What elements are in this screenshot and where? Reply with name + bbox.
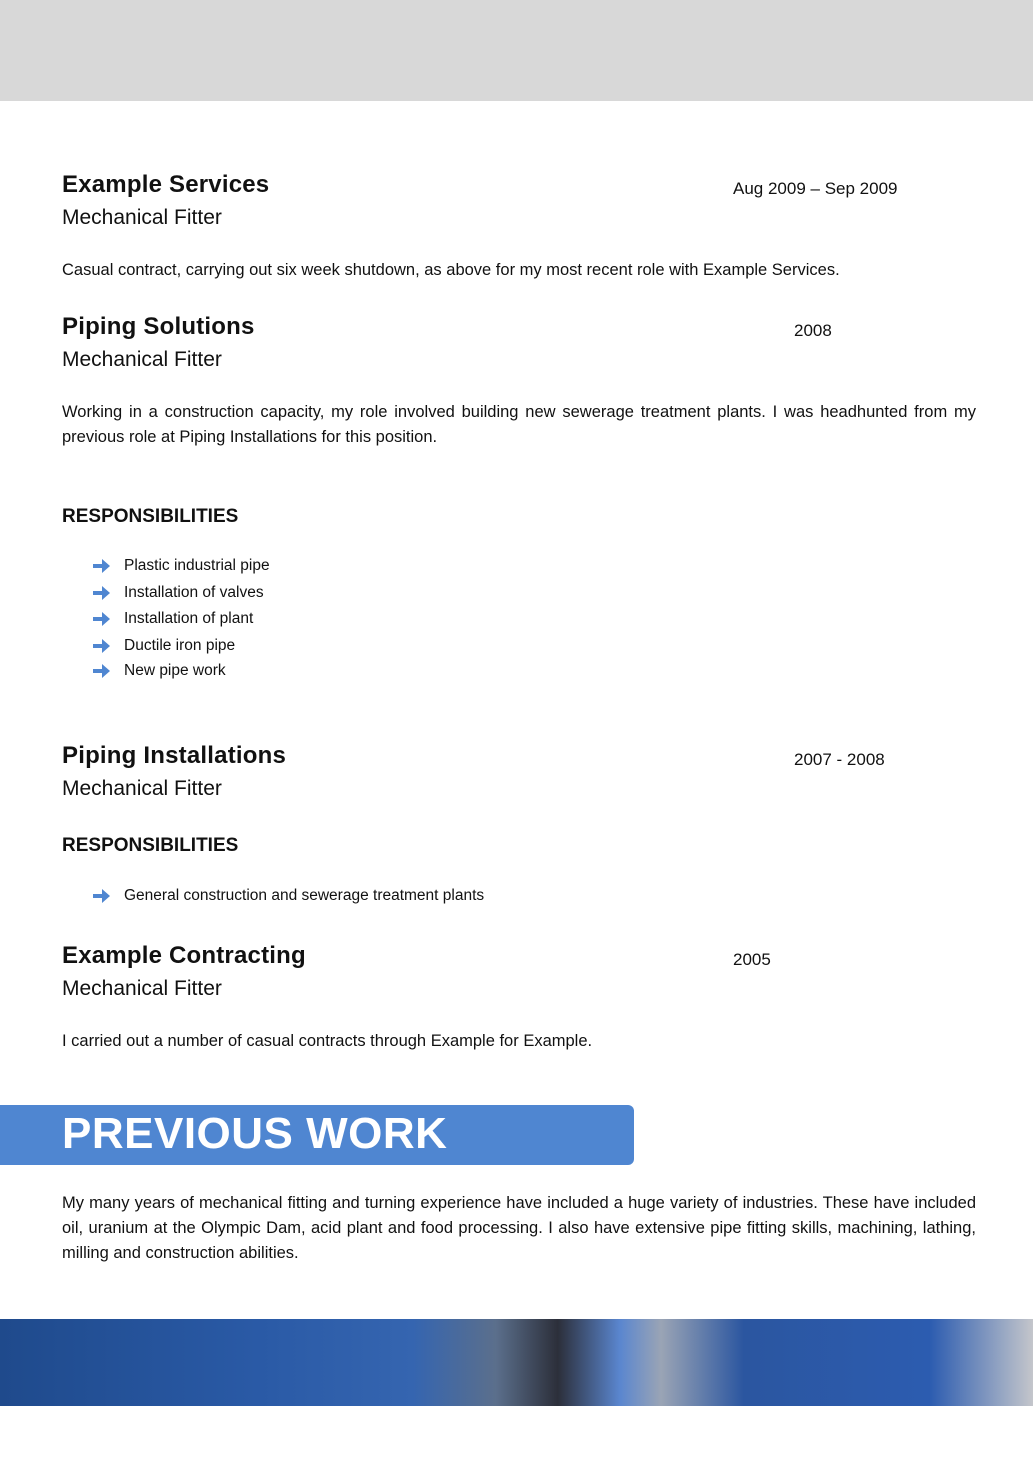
company-name: Piping Installations	[62, 742, 287, 769]
responsibilities-heading: RESPONSIBILITIES	[62, 835, 239, 856]
list-item: Installation of valves	[93, 584, 264, 602]
work-history-text: My many years of mechanical fitting and turning experience have included a huge variety of industries. These have included oil, uranium at the Olympic Dam, acid plant and food processing. I also have extensive pipe fitting skills, machining, lathing, milling and construction abilities.	[62, 1194, 976, 1262]
list-item: General construction and sewerage treatment plants	[93, 887, 484, 905]
job-role: Mechanical Fitter	[62, 206, 222, 229]
responsibilities-heading: RESPONSIBILITIES	[62, 506, 239, 527]
header-band	[0, 0, 1033, 101]
footer-photo	[0, 1319, 1033, 1406]
list-item: Installation of plant	[93, 610, 253, 628]
job-date: 2005	[733, 950, 771, 969]
list-item: Ductile iron pipe	[93, 637, 235, 655]
list-item: Plastic industrial pipe	[93, 557, 270, 575]
arrow-right-icon	[93, 586, 110, 600]
company-name: Example Services	[62, 171, 270, 198]
job-date: Aug 2009 – Sep 2009	[733, 179, 898, 198]
list-item: New pipe work	[93, 662, 226, 680]
arrow-right-icon	[93, 612, 110, 626]
job-role: Mechanical Fitter	[62, 777, 222, 800]
job-date: 2008	[794, 321, 832, 340]
arrow-right-icon	[93, 639, 110, 653]
job-description: Working in a construction capacity, my role involved building new sewerage treatment plants. I was headhunted from my previous role at Piping Installations for this position.	[62, 403, 976, 446]
section-heading: PREVIOUS WORK HISTORY	[62, 1109, 448, 1208]
job-description: I carried out a number of casual contracts through Example for Example.	[62, 1032, 593, 1050]
job-date: 2007 - 2008	[794, 750, 885, 769]
job-description: Casual contract, carrying out six week shutdown, as above for my most recent role with Example Services.	[62, 261, 840, 279]
arrow-right-icon	[93, 889, 110, 903]
company-name: Example Contracting	[62, 942, 306, 969]
job-role: Mechanical Fitter	[62, 977, 222, 1000]
company-name: Piping Solutions	[62, 313, 255, 340]
arrow-right-icon	[93, 664, 110, 678]
arrow-right-icon	[93, 559, 110, 573]
section-banner	[0, 1105, 634, 1208]
job-role: Mechanical Fitter	[62, 348, 222, 371]
